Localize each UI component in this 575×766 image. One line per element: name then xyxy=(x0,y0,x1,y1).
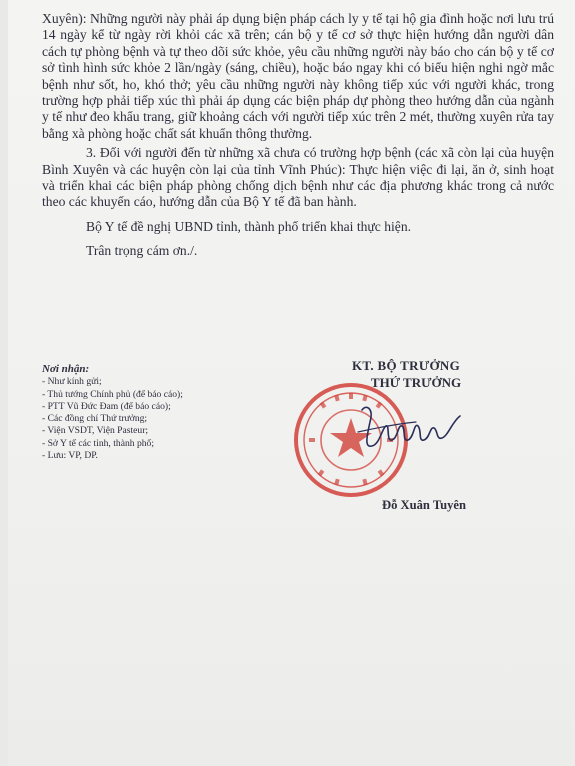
recipient-item: - Viện VSDT, Viện Pasteur; xyxy=(42,425,149,437)
signer-authority: KT. BỘ TRƯỞNG xyxy=(351,358,461,373)
document-body xyxy=(42,11,554,260)
signer-position: THỨ TRƯỞNG xyxy=(370,375,462,390)
recipients-heading: Nơi nhận: xyxy=(42,363,90,375)
recipients-block xyxy=(42,363,302,462)
paragraph-other-communes: 3. Đối với người đến từ những xã chưa có trường hợp bệnh (các xã còn lại của huyện Bình Xuyên và các huyện còn lại của tỉnh Vĩnh Phúc): Thực hiện việc đi lại, ăn ở, sinh hoạt và triển khai các biện pháp phòng chống dịch bệnh như các địa phương khác trong cả nước theo các khuyến cáo, hướng dẫn của Bộ Y tế đã ban hành. xyxy=(42,145,554,210)
recipient-item: - Sở Y tế các tỉnh, thành phố; xyxy=(42,437,155,449)
recipient-item: - Lưu: VP, DP. xyxy=(42,450,98,462)
paragraph-request: Bộ Y tế đề nghị UBND tỉnh, thành phố triển khai thực hiện. xyxy=(86,218,412,234)
recipient-item: - PTT Vũ Đức Đam (để báo cáo); xyxy=(42,400,171,412)
document-page xyxy=(8,0,575,766)
recipient-item: - Như kính gửi; xyxy=(42,376,102,388)
paragraph-isolation-guidance: Xuyên): Những người này phải áp dụng biện pháp cách ly y tế tại hộ gia đình hoặc nơi lưu trú 14 ngày kể từ ngày rời khỏi các xã trên; cán bộ y tế cơ sở thực hiện hướng dẫn người dân cách tự phòng bệnh và tự theo dõi sức khỏe, yêu cầu những người này báo cho cán bộ y tế cơ sở tình hình sức khỏe 2 lần/ngày (sáng, chiều), hoặc báo ngay khi có biểu hiện nghi ngờ mắc bệnh như sốt, ho, khó thở; yêu cầu những người này không tiếp xúc với người khác, trong trường hợp phải tiếp xúc thì phải áp dụng các biện pháp dự phòng theo hướng dẫn của ngành y tế như đeo khẩu trang, giữ khoảng cách với người tiếp xúc trên 2 mét, thường xuyên rửa tay bằng xà phòng hoặc chất sát khuẩn thông thường. xyxy=(42,11,554,141)
signature-block xyxy=(326,358,486,518)
signer-name: Đỗ Xuân Tuyên xyxy=(382,498,466,512)
paragraph-closing: Trân trọng cám ơn./. xyxy=(86,243,198,259)
recipient-item: - Các đồng chí Thứ trưởng; xyxy=(42,413,148,425)
recipient-item: - Thủ tướng Chính phủ (để báo cáo); xyxy=(42,388,183,400)
